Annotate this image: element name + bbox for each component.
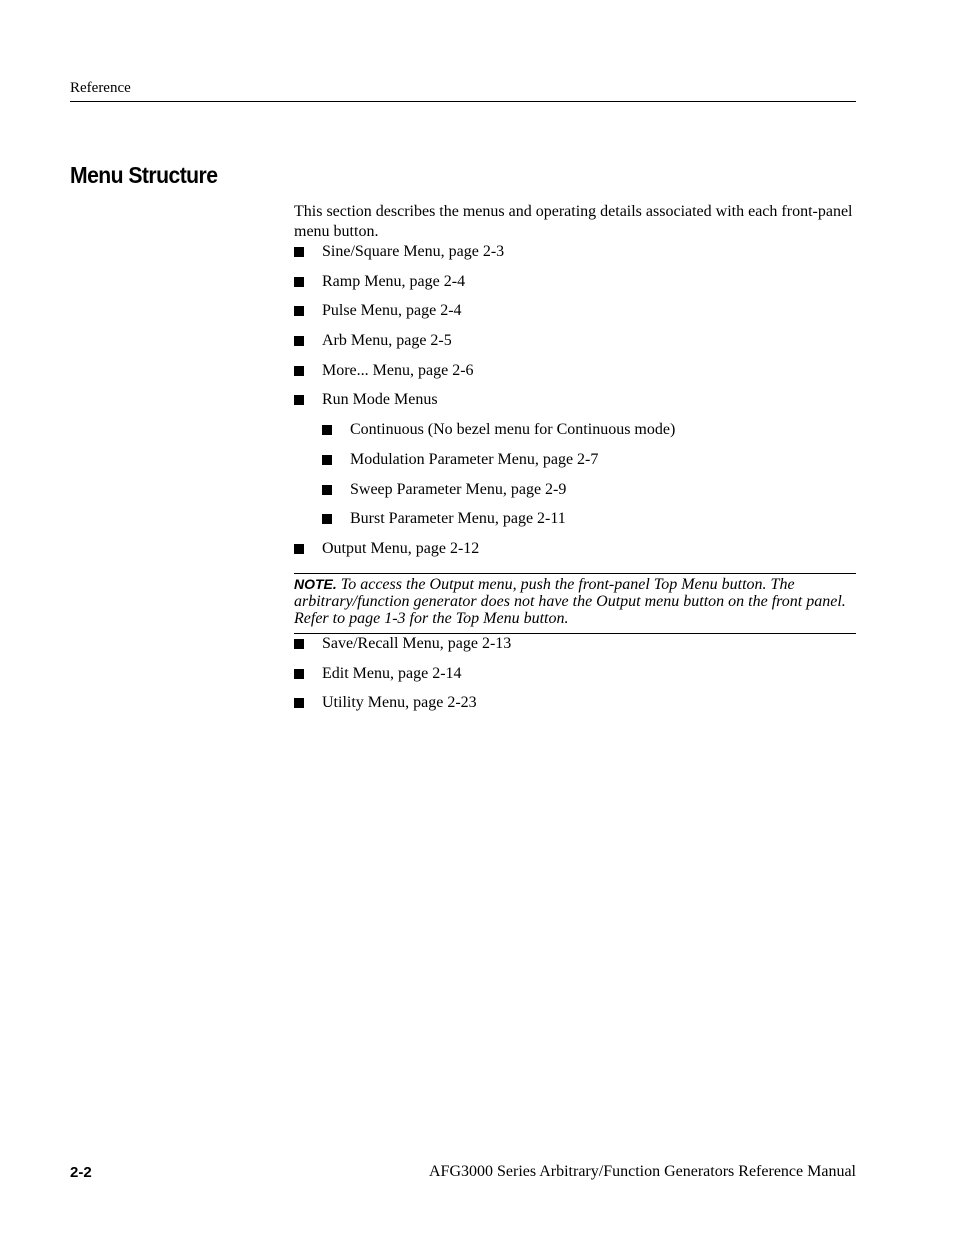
list-item-text: Sine/Square Menu, page 2-3 [322, 243, 505, 260]
square-bullet-icon [322, 455, 332, 465]
note-box [294, 573, 856, 634]
list-item [294, 664, 856, 684]
list-item [294, 331, 856, 351]
list-item-text: More... Menu, page 2-6 [322, 361, 474, 379]
list-item-text: Save/Recall Menu, page 2-13 [322, 634, 512, 652]
list-item-text: Modulation Parameter Menu, page 2-7 [350, 450, 599, 468]
list-item-text: Sweep Parameter Menu, page 2-9 [350, 480, 567, 498]
running-head: Reference [70, 80, 131, 96]
list-item-text: Continuous (No bezel menu for Continuous mode) [350, 421, 676, 439]
menu-list-primary [294, 242, 856, 559]
square-bullet-icon [294, 306, 304, 316]
square-bullet-icon [294, 698, 304, 708]
square-bullet-icon [294, 544, 304, 554]
square-bullet-icon [322, 514, 332, 524]
sub-list-item [294, 509, 856, 529]
section-body [294, 202, 856, 713]
list-item [294, 539, 856, 559]
square-bullet-icon [294, 366, 304, 376]
menu-list-secondary [294, 634, 856, 713]
square-bullet-icon [322, 425, 332, 435]
list-item [294, 272, 856, 292]
sub-list-item [294, 480, 856, 500]
list-item-text: Output Menu, page 2-12 [322, 539, 480, 557]
sub-list-item [294, 420, 856, 440]
note-text: To access the Output menu, push the front-panel Top Menu button. The arbitrary/function generator does not have the Output menu button on the front panel. Refer to page 1-3 for the Top Menu button. [294, 575, 846, 627]
list-item-text: Run Mode Menus [322, 391, 438, 409]
list-item [294, 390, 856, 410]
list-item-text: Edit Menu, page 2-14 [322, 664, 462, 682]
note-label: NOTE. [294, 575, 337, 592]
manual-title: AFG3000 Series Arbitrary/Function Generators Reference Manual [429, 1163, 856, 1180]
square-bullet-icon [294, 639, 304, 649]
list-item-text: Burst Parameter Menu, page 2-11 [350, 510, 566, 528]
list-item-text: Arb Menu, page 2-5 [322, 332, 452, 350]
header-divider [70, 101, 856, 102]
square-bullet-icon [294, 336, 304, 346]
square-bullet-icon [294, 247, 304, 257]
list-item-text: Utility Menu, page 2-23 [322, 694, 477, 712]
list-item [294, 301, 856, 321]
square-bullet-icon [294, 277, 304, 287]
page-number: 2-2 [70, 1164, 92, 1181]
square-bullet-icon [322, 485, 332, 495]
section-title: Menu Structure [70, 162, 218, 188]
list-item [294, 242, 856, 262]
sub-list-item [294, 450, 856, 470]
list-item [294, 634, 856, 654]
intro-paragraph: This section describes the menus and operating details associated with each front-panel menu button. [294, 203, 853, 240]
list-item [294, 361, 856, 381]
square-bullet-icon [294, 395, 304, 405]
square-bullet-icon [294, 669, 304, 679]
list-item-text: Ramp Menu, page 2-4 [322, 272, 466, 290]
list-item-text: Pulse Menu, page 2-4 [322, 302, 462, 320]
list-item [294, 693, 856, 713]
